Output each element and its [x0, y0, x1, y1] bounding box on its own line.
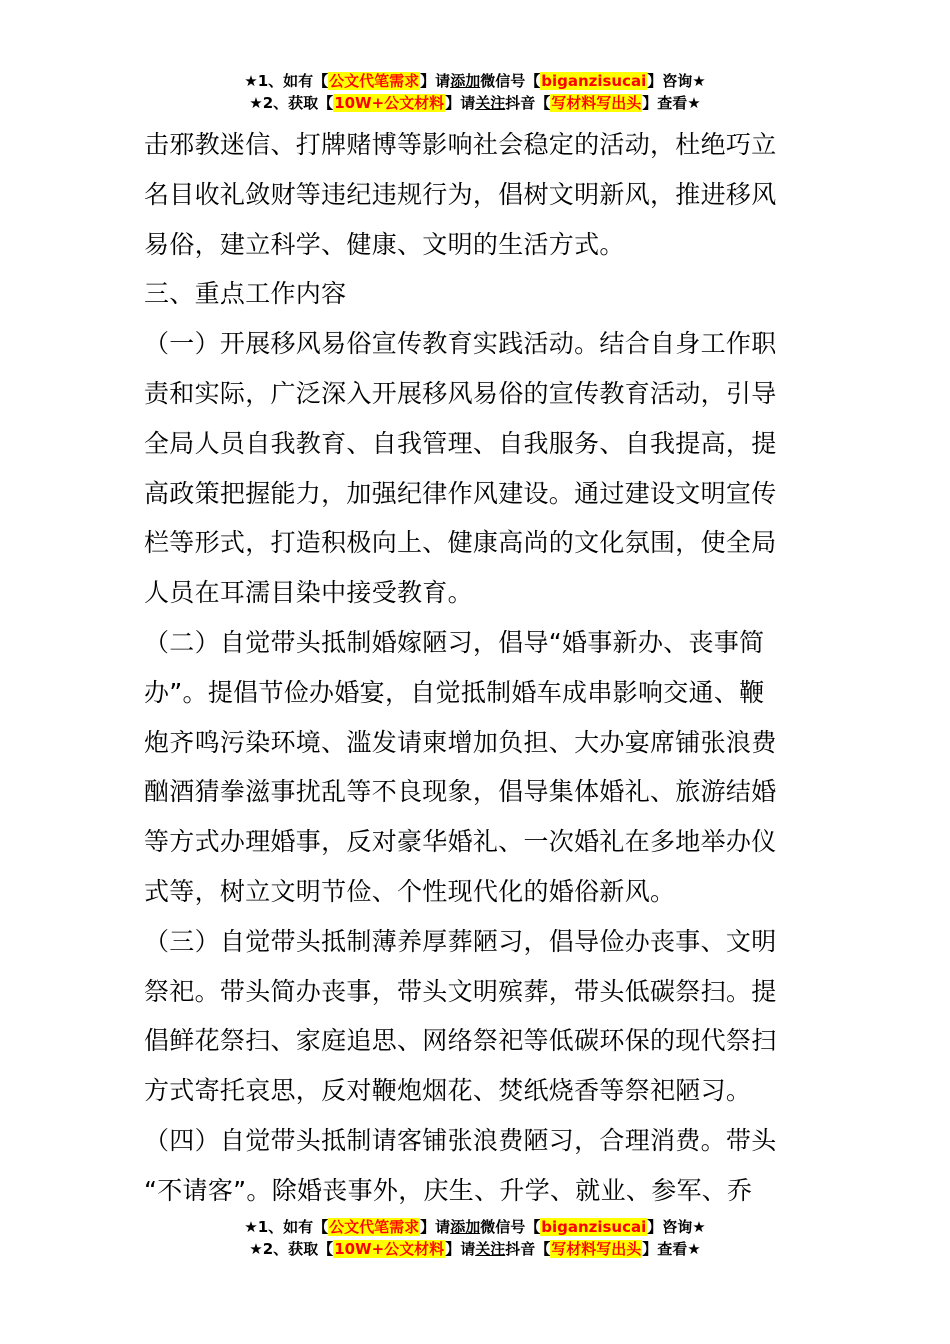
text-line: 炮齐鸣污染环境、滥发请柬增加负担、大办宴席铺张浪费 [144, 727, 777, 757]
banner-text: ★2、获取【 [249, 94, 334, 112]
underlined-text: 添加 [450, 72, 481, 90]
banner-text: 】请 [420, 72, 451, 90]
banner-text: ★1、如有【 [244, 1218, 329, 1236]
highlight-service: 公文代笔需求 [329, 72, 420, 90]
banner-text: 】请 [445, 94, 476, 112]
section-heading: 三、重点工作内容 [144, 279, 347, 309]
banner-text: 】查看★ [642, 1240, 701, 1258]
banner-text: 】查看★ [642, 94, 701, 112]
text-line: 栏等形式，打造积极向上、健康高尚的文化氛围，使全局 [144, 528, 777, 558]
text-line: “不请客”。除婚丧事外，庆生、升学、就业、参军、乔 [144, 1175, 753, 1205]
banner-text: 】请 [445, 1240, 476, 1258]
text-line: 方式寄托哀思，反对鞭炮烟花、焚纸烧香等祭祀陋习。 [144, 1076, 752, 1106]
document-body [144, 120, 812, 1216]
highlight-service: 公文代笔需求 [329, 1218, 420, 1236]
text-line: 倡鲜花祭扫、家庭追思、网络祭祀等低碳环保的现代祭扫 [144, 1026, 777, 1056]
text-line: （二）自觉带头抵制婚嫁陋习，倡导“婚事新办、丧事简 [144, 627, 765, 657]
text-line: （四）自觉带头抵制请客铺张浪费陋习，合理消费。带头 [144, 1125, 777, 1155]
highlight-douyin-account: 写材料写出头 [551, 94, 642, 112]
text-line: 式等，树立文明节俭、个性现代化的婚俗新风。 [144, 876, 676, 906]
banner-text: 】请 [420, 1218, 451, 1236]
text-line: 办”。提倡节俭办婚宴，自觉抵制婚车成串影响交通、鞭 [144, 677, 765, 707]
banner-text: 】咨询★ [647, 1218, 706, 1236]
banner-text: 微信号【 [480, 72, 541, 90]
banner-text: 微信号【 [480, 1218, 541, 1236]
footer-banner [0, 1216, 950, 1260]
banner-text: ★2、获取【 [249, 1240, 334, 1258]
underlined-text: 添加 [450, 1218, 481, 1236]
highlight-douyin-account: 写材料写出头 [551, 1240, 642, 1258]
header-banner [0, 70, 950, 114]
banner-text: 抖音【 [505, 94, 551, 112]
highlight-materials: 10W+公文材料 [334, 1240, 445, 1258]
highlight-materials: 10W+公文材料 [334, 94, 445, 112]
banner-text: ★1、如有【 [244, 72, 329, 90]
highlight-wechat-id: biganzisucai [541, 1218, 647, 1236]
text-line: 易俗，建立科学、健康、文明的生活方式。 [144, 229, 625, 259]
banner-line-1 [0, 70, 950, 92]
text-line: 酗酒猜拳滋事扰乱等不良现象，倡导集体婚礼、旅游结婚 [144, 777, 777, 807]
text-line: 高政策把握能力，加强纪律作风建设。通过建设文明宣传 [144, 478, 777, 508]
text-line: 全局人员自我教育、自我管理、自我服务、自我提高，提 [144, 428, 777, 458]
underlined-text: 关注 [475, 94, 506, 112]
banner-line-1 [0, 1216, 950, 1238]
text-line: 人员在耳濡目染中接受教育。 [144, 578, 473, 608]
text-line: 祭祀。带头简办丧事，带头文明殡葬，带头低碳祭扫。提 [144, 976, 777, 1006]
banner-text: 抖音【 [505, 1240, 551, 1258]
banner-text: 】咨询★ [647, 72, 706, 90]
text-line: 名目收礼敛财等违纪违规行为，倡树文明新风，推进移风 [144, 179, 777, 209]
highlight-wechat-id: biganzisucai [541, 72, 647, 90]
text-line: 责和实际，广泛深入开展移风易俗的宣传教育活动，引导 [144, 378, 777, 408]
text-line: 等方式办理婚事，反对豪华婚礼、一次婚礼在多地举办仪 [144, 827, 777, 857]
banner-line-2 [0, 92, 950, 114]
banner-line-2 [0, 1238, 950, 1260]
text-line: 击邪教迷信、打牌赌博等影响社会稳定的活动，杜绝巧立 [144, 130, 777, 159]
underlined-text: 关注 [475, 1240, 506, 1258]
text-line: （三）自觉带头抵制薄养厚葬陋习，倡导俭办丧事、文明 [144, 926, 777, 956]
text-line: （一）开展移风易俗宣传教育实践活动。结合自身工作职 [144, 329, 777, 359]
